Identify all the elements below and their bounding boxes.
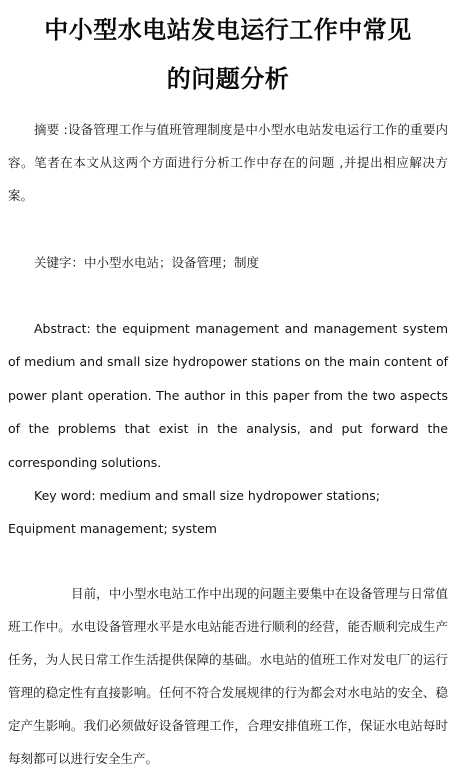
document-page xyxy=(0,6,456,775)
title-line-2: 的问题分析 xyxy=(166,65,290,93)
keywords-chinese: 关键字：中小型水电站；设备管理；制度 xyxy=(34,255,260,270)
document-title xyxy=(8,6,448,104)
body-paragraph: 目前，中小型水电站工作中出现的问题主要集中在设备管理与日常值班工作中。水电设备管理水平是水电站能否进行顺利的经营，能否顺利完成生产任务，为人民日常工作生活提供保障的基础。水电站的值班工作对发电厂的运行管理的稳定性有直接影响。任何不符合发展规律的行为都会对水电站的安全、稳定产生影响。我们必须做好设备管理工作，合理安排值班工作，保证水电站每时每刻都可以进行安全生产。 xyxy=(8,586,448,767)
keywords-english: Key word: medium and small size hydropower stations; Equipment management; system xyxy=(8,488,380,537)
title-line-1: 中小型水电站发电运行工作中常见 xyxy=(44,16,412,44)
abstract-english: Abstract: the equipment management and management system of medium and small size hydropower stations on the main content of power plant operation. The author in this paper from the two aspects of the problems that exist in the analysis, and put forward the corresponding solutions. xyxy=(8,321,448,470)
abstract-chinese: 摘要 :设备管理工作与值班管理制度是中小型水电站发电运行工作的重要内容。笔者在本文从这两个方面进行分析工作中存在的问题 ,并提出相应解决方案。 xyxy=(8,122,448,203)
